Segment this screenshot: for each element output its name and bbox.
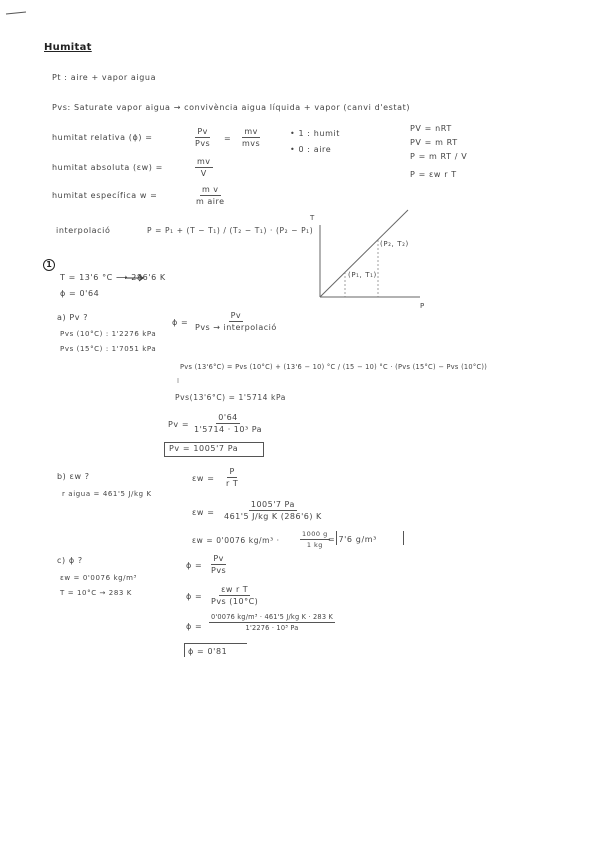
part-c-result: ϕ = 0'81 <box>188 647 228 656</box>
page-title: Humitat <box>44 42 92 53</box>
part-c-eq1-fraction <box>209 554 228 575</box>
relative-note-1: • 1 : humit <box>290 129 341 138</box>
part-c-label: c) ϕ ? <box>57 556 83 565</box>
part-b-r: r aigua = 461'5 J/kg K <box>62 490 152 498</box>
graph-point-2: (P₂, T₂) <box>380 240 409 248</box>
part-b-eq3: εw = 0'0076 kg/m³ · <box>192 536 280 545</box>
part-a-phi-fraction <box>193 311 279 332</box>
part-b-label: b) εw ? <box>57 472 90 481</box>
absolute-fraction <box>195 157 213 178</box>
ideal-gas-2: PV = m RT <box>410 138 458 147</box>
part-c-eq2-num: εw r T <box>221 585 249 594</box>
graph-axis-x: P <box>420 302 425 310</box>
relative-note-2: • 0 : aire <box>290 145 332 154</box>
absolute-num: mv <box>197 157 211 166</box>
relative-humidity-label: humitat relativa (ϕ) = <box>52 133 153 142</box>
specific-fraction <box>194 185 227 206</box>
problem-phi: ϕ = 0'64 <box>60 289 100 298</box>
part-a-label: a) Pv ? <box>57 313 89 322</box>
part-a-pv-lhs: Pv = <box>168 420 190 429</box>
part-b-eq1-fraction <box>224 467 240 488</box>
absolute-den: V <box>200 169 207 178</box>
part-a-pv-num: 0'64 <box>218 413 238 422</box>
problem-number: 1 <box>43 259 55 271</box>
part-b-eq1-den: r T <box>226 479 239 488</box>
ideal-gas-1: PV = nRT <box>410 124 452 133</box>
part-a-result-box <box>164 442 264 457</box>
part-b-eq2-fraction <box>222 500 324 521</box>
part-b-eq1-lhs: εw = <box>192 474 215 483</box>
graph-point-1: (P₁, T₁) <box>348 271 377 279</box>
part-a-interpolation: Pvs (13'6°C) = Pvs (10°C) + (13'6 − 10) °C / (15 − 10) °C · (Pvs (15°C) − Pvs (10°C)) <box>180 363 488 371</box>
interpolation-formula: P = P₁ + (T − T₁) / (T₂ − T₁) · (P₂ − P₁) <box>147 226 314 235</box>
part-c-T: T = 10°C → 283 K <box>60 589 132 597</box>
part-b-eq2-num: 1005'7 Pa <box>250 500 295 509</box>
part-a-pvs-10: Pvs (10°C) : 1'2276 kPa <box>60 330 157 338</box>
relative-num1: Pv <box>197 127 208 136</box>
part-c-eq1-den: Pvs <box>211 566 227 575</box>
part-c-ew: εw = 0'0076 kg/m³ <box>60 574 137 582</box>
specific-num: m v <box>201 185 219 194</box>
part-c-eq2-fraction <box>209 585 260 606</box>
part-b-eq3-fraction <box>300 530 330 549</box>
part-b-eq2-den: 461'5 J/kg K (286'6) K <box>224 512 322 521</box>
absolute-humidity-label: humitat absoluta (εw) = <box>52 163 163 172</box>
ideal-gas-3: P = m RT / V <box>410 152 468 161</box>
relative-num2: mv <box>244 127 258 136</box>
part-b-eq2-lhs: εw = <box>192 508 215 517</box>
intro-pvs: Pvs: Saturate vapor aigua → convivència aigua líquida + vapor (canvi d'estat) <box>52 103 411 112</box>
part-a-pvs-15: Pvs (15°C) : 1'7051 kPa <box>60 345 157 353</box>
part-c-eq2-lhs: ϕ = <box>186 592 203 601</box>
ideal-gas-4: P = εw r T <box>410 170 457 179</box>
part-c-eq3-lhs: ϕ = <box>186 622 203 631</box>
part-c-eq3-fraction <box>209 613 335 632</box>
part-c-eq3-den: 1'2276 · 10³ Pa <box>245 624 299 632</box>
part-a-result: Pv = 1005'7 Pa <box>169 444 239 453</box>
relative-equals: = <box>224 134 232 143</box>
relative-fraction-2 <box>240 127 262 148</box>
part-b-result: = 7'6 g/m³ <box>328 535 377 544</box>
relative-fraction-1 <box>193 127 212 148</box>
part-b-eq3-den: 1 kg <box>306 541 323 549</box>
relative-den1: Pvs <box>195 139 211 148</box>
problem-temperature: T = 13'6 °C ⟶ 286'6 K <box>60 273 166 282</box>
part-a-phi-num: Pv <box>230 311 242 320</box>
part-c-eq1-num: Pv <box>213 554 224 563</box>
part-c-eq3-num: 0'0076 kg/m³ · 461'5 J/kg K · 283 K <box>211 613 334 621</box>
part-a-pvs-result: Pvs(13'6°C) = 1'5714 kPa <box>175 393 286 402</box>
intro-pt: Pt : aire + vapor aigua <box>52 73 157 82</box>
part-a-phi-den: Pvs → interpolació <box>195 323 277 332</box>
part-a-pv-fraction <box>192 413 264 434</box>
graph-axis-y: T <box>310 214 315 222</box>
specific-den: m aire <box>196 197 225 206</box>
part-c-eq1-lhs: ϕ = <box>186 561 203 570</box>
relative-den2: mvs <box>242 139 261 148</box>
part-a-pv-den: 1'5714 · 10³ Pa <box>194 425 263 434</box>
interpolation-label: interpolació <box>56 226 111 235</box>
part-a-phi-lhs: ϕ = <box>172 318 189 327</box>
part-b-eq3-num: 1000 g <box>302 530 328 538</box>
part-b-eq1-num: P <box>229 467 235 476</box>
part-c-eq2-den: Pvs (10°C) <box>211 597 259 606</box>
specific-humidity-label: humitat específica w = <box>52 191 158 200</box>
